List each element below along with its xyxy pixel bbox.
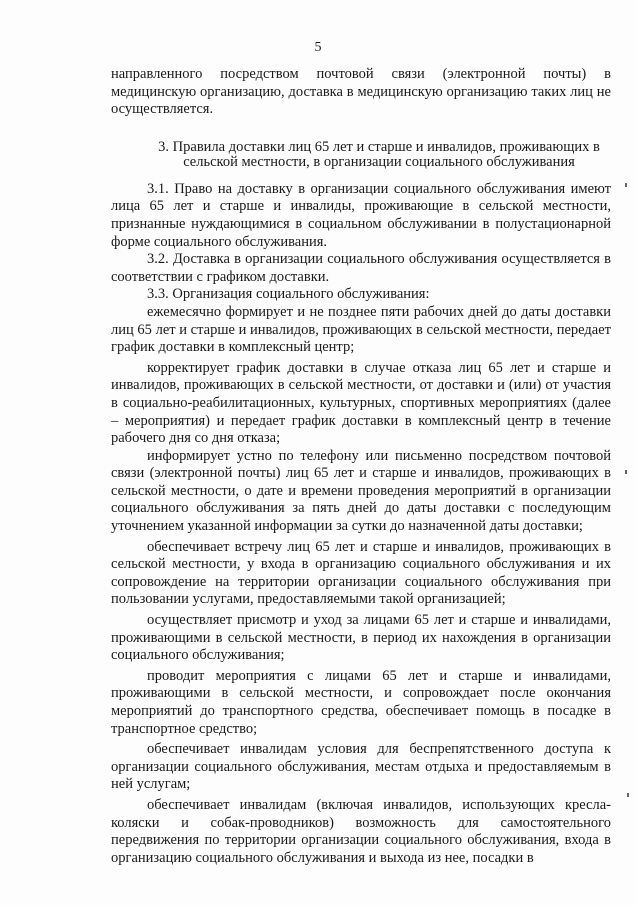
paragraph-continuation: направленного посредством почтовой связи (электронной почты) в медицинскую организацию, доставка в медицинскую организацию таких лиц не осуществляется. [111,66,611,118]
list-item-supervision: осуществляет присмотр и уход за лицами 65 лет и старше и инвалидами, проживающими в сельской местности, в период их нахождения в организации социального обслуживания; [111,612,611,664]
list-item-inform: информирует устно по телефону или письменно посредством почтовой связи (электронной почты) лиц 65 лет и старше и инвалидов, проживающих в сельской местности, о дате и времени проведения мероприятий в организации социального обслуживания за пять дней до даты доставки с последующим уточнением указанной информации за сутки до назначенной даты доставки; [111,447,611,535]
list-item-activities: проводит мероприятия с лицами 65 лет и старше и инвалидами, проживающими в сельской местности, и сопровождает после окончания мероприятий до транспортного средства, обеспечивает помощь в посадке в транспортное средство; [111,667,611,737]
scan-mark [625,470,627,474]
list-item-schedule: ежемесячно формирует и не позднее пяти рабочих дней до даты доставки лиц 65 лет и старше и инвалидов, проживающих в сельской местности, передает график доставки в комплексный центр; [111,303,611,356]
list-item-meeting: обеспечивает встречу лиц 65 лет и старше и инвалидов, проживающих в сельской местности, у входа в организацию социального обслуживания и их сопровождение на территории организации социального обслуживания при пользовании услугами, предоставляемыми такой организацией; [111,538,611,608]
list-item-mobility: обеспечивает инвалидам (включая инвалидов, использующих кресла-коляски и собак-проводников) возможность для самостоятельного передвижения по территории организации социального обслуживания, входа в организацию социального обслуживания и выхода из нее, посадки в [111,796,611,866]
scan-mark [627,793,629,797]
paragraph-3-1: 3.1. Право на доставку в организации социального обслуживания имеют лица 65 лет и старше и инвалиды, проживающие в сельской местности, признанные нуждающимися в социальном обслуживании в полустационарной форме социального обслуживания. [111,180,611,250]
section-heading: 3. Правила доставки лиц 65 лет и старше и инвалидов, проживающих в сельской местности, в организации социального обслуживания [158,138,600,171]
scan-mark [625,183,627,187]
document-body [111,66,611,867]
paragraph-3-3: 3.3. Организация социального обслуживания: [147,286,430,303]
paragraph-3-2: 3.2. Доставка в организации социального обслуживания осуществляется в соответствии с графиком доставки. [111,251,611,285]
list-item-access: обеспечивает инвалидам условия для беспрепятственного доступа к организации социального обслуживания, местам отдыха и предоставляемым в ней услугам; [111,741,611,793]
page-number: 5 [314,40,322,55]
list-item-correction: корректирует график доставки в случае отказа лиц 65 лет и старше и инвалидов, проживающих в сельской местности, от доставки и (или) от участия в социально-реабилитационных, культурных, спортивных мероприятиях (далее – мероприятия) и передает график доставки в комплексный центр в течение рабочего дня со дня отказа; [111,359,611,447]
